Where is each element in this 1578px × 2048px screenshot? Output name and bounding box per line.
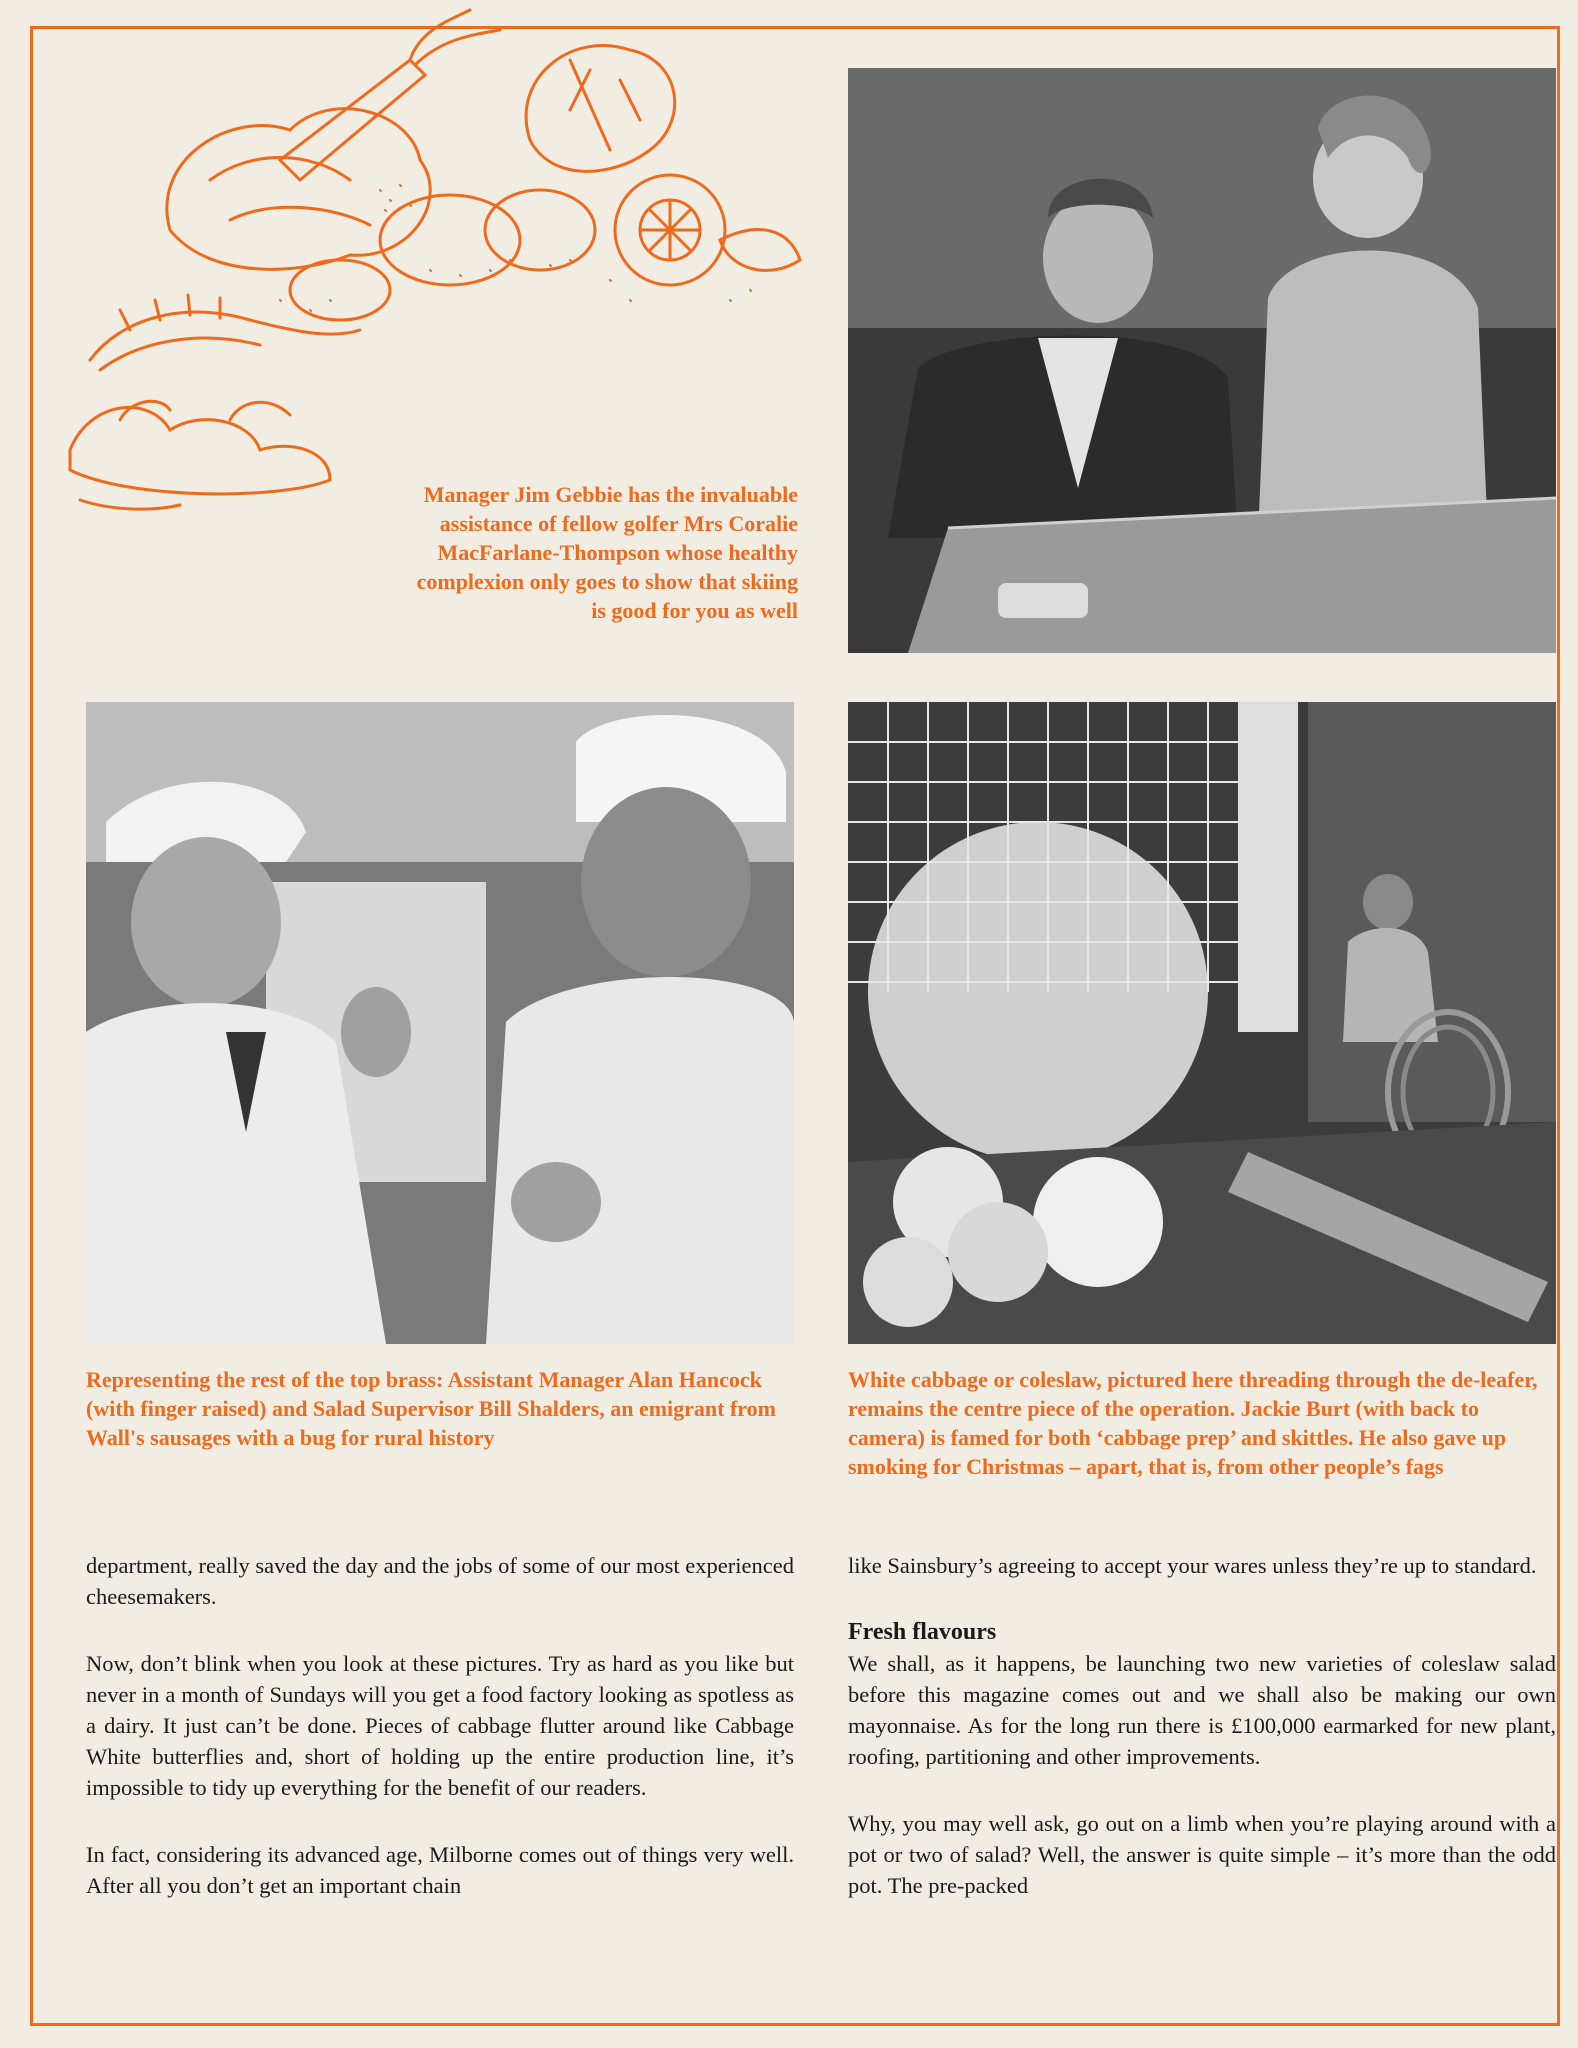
photo-top-brass xyxy=(86,702,794,1344)
caption-top-right: Manager Jim Gebbie has the invaluable assistance of fellow golfer Mrs Coralie MacFarlane-Thompson whose healthy complexion only goes to show that skiing is good for you as well xyxy=(416,482,798,623)
photo-manager-and-assistant xyxy=(848,68,1556,653)
subheading: Fresh flavours xyxy=(848,1619,997,1645)
caption-middle-right: White cabbage or coleslaw, pictured here threading through the de-leafer, remains the centre piece of the operation. Jackie Burt (with back to camera) is famed for both ‘cabbage prep’ and skittles. He also gave up smoking for Christmas – apart, that is, from other people’s fags xyxy=(848,1367,1538,1479)
vegetable-illustration xyxy=(30,0,830,520)
paragraph: In fact, considering its advanced age, Milborne comes out of things very well. After all you don’t get an important chain xyxy=(86,1842,794,1898)
paragraph: department, really saved the day and the jobs of some of our most experienced cheesemakers. xyxy=(86,1553,794,1609)
paragraph: Now, don’t blink when you look at these pictures. Try as hard as you like but never in a month of Sundays will you get a food factory looking as spotless as a dairy. It just can’t be done. Pieces of cabbage flutter around like Cabbage White butterflies and, short of holding up the entire production line, it’s impossible to tidy up everything for the benefit of our readers. xyxy=(86,1651,794,1800)
paragraph: like Sainsbury’s agreeing to accept your wares unless they’re up to standard. xyxy=(848,1553,1537,1578)
paragraph: We shall, as it happens, be launching two new varieties of coleslaw salad before this magazine comes out and we shall also be making our own mayonnaise. As for the long run there is £100,000 earmarked for new plant, roofing, partitioning and other improvements. xyxy=(848,1651,1556,1769)
page-border-right xyxy=(1557,26,1560,2026)
paragraph: Why, you may well ask, go out on a limb when you’re playing around with a pot or two of salad? Well, the answer is quite simple – it’s more than the odd pot. The pre-packed xyxy=(848,1811,1556,1898)
article-left-column xyxy=(86,1550,794,1901)
article-right-column xyxy=(848,1550,1556,1901)
caption-middle-left: Representing the rest of the top brass: Assistant Manager Alan Hancock (with finger raised) and Salad Supervisor Bill Shalders, an emigrant from Wall's sausages with a bug for rural history xyxy=(86,1367,776,1450)
photo-cabbage-deleafer xyxy=(848,702,1556,1344)
